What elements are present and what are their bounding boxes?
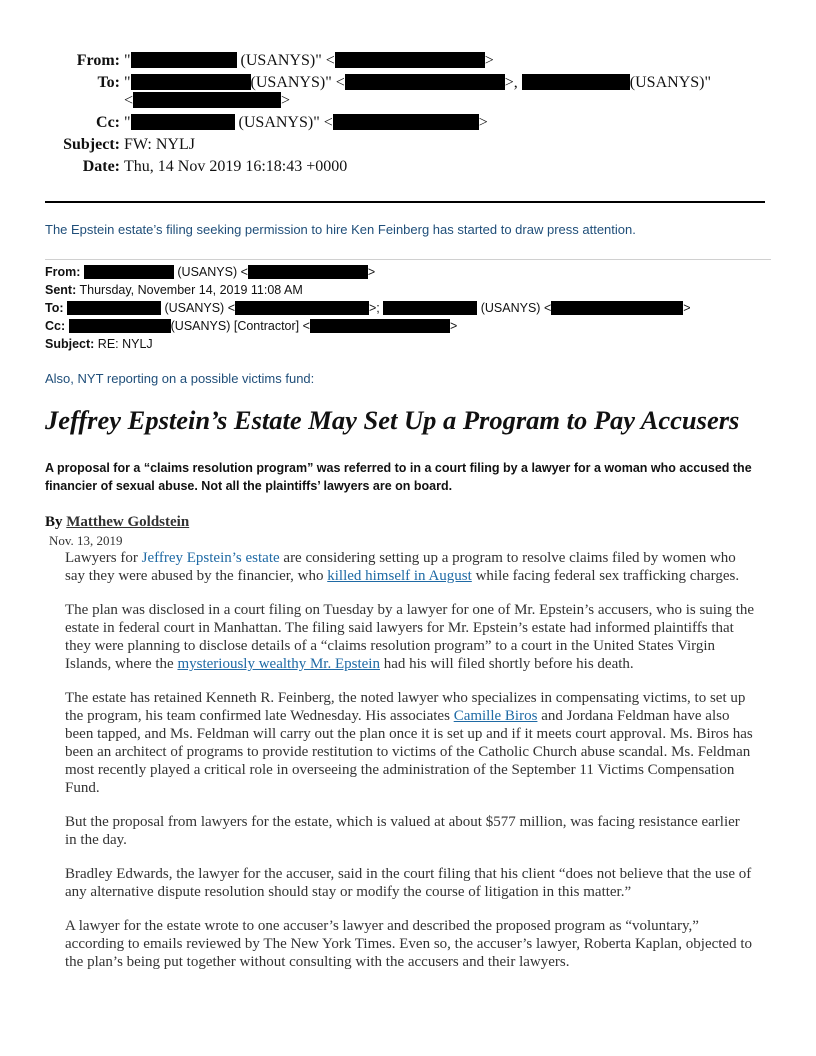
fwd-cc-row: Cc: (USANYS) [Contractor] < > xyxy=(45,319,458,333)
also-note: Also, NYT reporting on a possible victims fund: xyxy=(45,371,315,386)
redacted-block xyxy=(383,301,477,315)
fwd-subject-row: Subject: RE: NYLJ xyxy=(45,337,153,351)
redacted-block xyxy=(335,52,485,68)
to-label: To: xyxy=(97,74,120,91)
epstein-estate-link[interactable]: Jeffrey Epstein’s estate xyxy=(141,550,280,566)
article-paragraph: Lawyers for Jeffrey Epstein’s estate are considering setting up a program to resolve claims filed by women who say they were abused by the financier, who killed himself in August while facing federal sex trafficking charges. xyxy=(65,550,740,584)
redacted-block xyxy=(84,265,174,279)
redacted-block xyxy=(345,74,505,90)
article-paragraph: The estate has retained Kenneth R. Feinberg, the noted lawyer who specializes in compensating victims, to set up the program, his team confirmed late Wednesday. His associates Camille Biros and Jordana Feldman have also been tapped, and Ms. Feldman will carry out the plan once it is set up and if it meets court approval. Ms. Biros has been an architect of programs to provide restitution to victims of the Catholic Church abuse scandal. Ms. Feldman most recently played a critical role in overseeing the administration of the September 11 Victims Compensation Fund. xyxy=(65,690,753,796)
article-summary: A proposal for a “claims resolution program” was referred to in a court filing by a lawyer for a woman who accused the financier of sexual abuse. Not all the plaintiffs’ lawyers are on board. xyxy=(45,461,752,493)
fwd-from-row: From: (USANYS) < > xyxy=(45,265,376,279)
redacted-block xyxy=(69,319,171,333)
camille-biros-link[interactable]: Camille Biros xyxy=(453,708,538,724)
header-divider xyxy=(45,201,765,203)
article-paragraph: The plan was disclosed in a court filing on Tuesday by a lawyer for one of Mr. Epstein’s accusers, who is suing the estate in federal court in Manhattan. The filing said lawyers for Mr. Epstein’s estate had informed plaintiffs that they were planning to disclose details of a “claims resolution program” to a court in the United States Virgin Islands, where the mysteriously wealthy Mr. Epstein had his will filed shortly before his death. xyxy=(65,602,755,672)
redacted-block xyxy=(551,301,683,315)
author-link[interactable]: Matthew Goldstein xyxy=(66,514,190,530)
redacted-block xyxy=(131,52,237,68)
date-label: Date: xyxy=(82,158,120,175)
article-headline: Jeffrey Epstein’s Estate May Set Up a Program to Pay Accusers xyxy=(45,405,740,435)
article-paragraph: A lawyer for the estate wrote to one accuser’s lawyer and described the proposed program as “voluntary,” according to emails reviewed by The New York Times. Even so, the accuser’s lawyer, Roberta Kaplan, objected to the plan’s being put together without consulting with the accusers and their lawyers. xyxy=(65,918,753,970)
from-label: From: xyxy=(76,52,120,69)
redacted-block xyxy=(248,265,368,279)
date-value: Thu, 14 Nov 2019 16:18:43 +0000 xyxy=(124,158,348,175)
intro-note: The Epstein estate’s filing seeking permission to hire Ken Feinberg has started to draw press attention. xyxy=(45,222,636,237)
article-body xyxy=(65,549,755,987)
forwarded-header xyxy=(45,263,785,353)
redacted-block xyxy=(333,114,479,130)
by-label: By xyxy=(45,514,63,530)
redacted-block xyxy=(67,301,161,315)
cc-label: Cc: xyxy=(96,114,120,131)
redacted-block xyxy=(131,114,235,130)
article-paragraph: But the proposal from lawyers for the estate, which is valued at about $577 million, was facing resistance earlier in the day. xyxy=(65,814,740,848)
article-date: Nov. 13, 2019 xyxy=(49,533,123,548)
fwd-to-row: To: (USANYS) < >; (USANYS) < > xyxy=(45,301,691,315)
fwd-sent-row: Sent: Thursday, November 14, 2019 11:08 AM xyxy=(45,283,303,297)
redacted-block xyxy=(522,74,630,90)
forward-divider xyxy=(45,259,771,260)
redacted-block xyxy=(235,301,369,315)
to-row-continued: < > xyxy=(124,92,291,109)
redacted-block xyxy=(310,319,450,333)
subject-label: Subject: xyxy=(63,136,120,153)
subject-value: FW: NYLJ xyxy=(124,136,195,153)
article-paragraph: Bradley Edwards, the lawyer for the accuser, said in the court filing that his client “does not believe that the use of any alternative dispute resolution should stay or modify the course of litigation in this matter.” xyxy=(65,866,752,900)
wealthy-epstein-link[interactable]: mysteriously wealthy Mr. Epstein xyxy=(177,656,380,672)
byline xyxy=(45,514,189,531)
killed-himself-link[interactable]: killed himself in August xyxy=(327,568,472,584)
redacted-block xyxy=(131,74,251,90)
redacted-block xyxy=(133,92,281,108)
